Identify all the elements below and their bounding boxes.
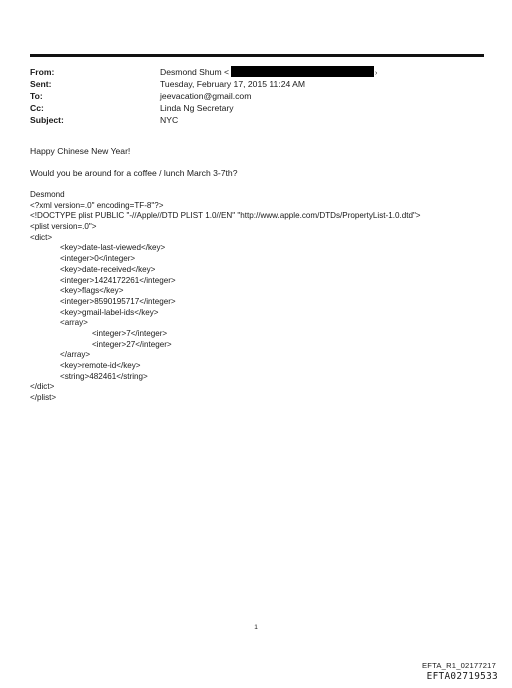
plist-block: [30, 190, 500, 404]
bates-number-secondary: EFTA02719533: [426, 671, 498, 682]
code-line: <!DOCTYPE plist PUBLIC "-//Apple//DTD PLIST 1.0//EN" "http://www.apple.com/DTDs/PropertyList-1.0.dtd">: [30, 211, 421, 221]
code-line: </dict>: [30, 382, 55, 392]
code-line: <key>flags</key>: [60, 286, 124, 296]
header-divider: [30, 54, 484, 57]
redaction-edge-mark: ›: [375, 70, 378, 77]
code-line: </array>: [60, 350, 91, 360]
code-line: <integer>27</integer>: [92, 339, 172, 349]
code-line: <?xml version=.0" encoding=TF-8"?>: [30, 200, 164, 210]
bates-number-primary: EFTA_R1_02177217: [422, 661, 496, 670]
to-label: To:: [30, 91, 43, 101]
signature-text: Desmond: [30, 190, 65, 199]
code-line: <key>date-last-viewed</key>: [60, 243, 166, 253]
email-header: [30, 66, 490, 126]
sent-row: [30, 78, 490, 90]
code-line: <integer>7</integer>: [92, 328, 168, 338]
page-number: 1: [254, 624, 258, 631]
to-row: [30, 90, 490, 102]
subject-label: Subject:: [30, 115, 64, 125]
greeting-text: Happy Chinese New Year!: [30, 146, 131, 156]
sent-value: Tuesday, February 17, 2015 11:24 AM: [160, 79, 306, 89]
code-line: <integer>0</integer>: [60, 254, 136, 264]
code-line: <dict>: [30, 232, 53, 242]
code-line: </plist>: [30, 393, 57, 403]
from-name: Desmond Shum <: [160, 67, 230, 77]
cc-label: Cc:: [30, 103, 44, 113]
email-body: [30, 146, 490, 191]
cc-value: Linda Ng Secretary: [160, 103, 234, 113]
code-line: <string>482461</string>: [60, 371, 148, 381]
code-line: <key>date-received</key>: [60, 264, 156, 274]
subject-value: NYC: [160, 115, 179, 125]
question-text: Would you be around for a coffee / lunch March 3-7th?: [30, 168, 238, 179]
code-line: <key>gmail-label-ids</key>: [60, 307, 159, 317]
code-line: <key>remote-id</key>: [60, 361, 141, 370]
subject-row: [30, 114, 490, 126]
from-row: [30, 66, 490, 78]
code-line: <plist version=.0">: [30, 222, 97, 232]
cc-row: [30, 102, 490, 114]
redaction-bar: [231, 66, 374, 77]
sent-label: Sent:: [30, 79, 52, 89]
code-line: <integer>8590195717</integer>: [60, 296, 176, 306]
to-value: jeevacation@gmail.com: [160, 91, 252, 101]
code-line: <integer>1424172261</integer>: [60, 275, 176, 285]
code-line: <array>: [60, 318, 88, 328]
from-label: From:: [30, 67, 55, 77]
